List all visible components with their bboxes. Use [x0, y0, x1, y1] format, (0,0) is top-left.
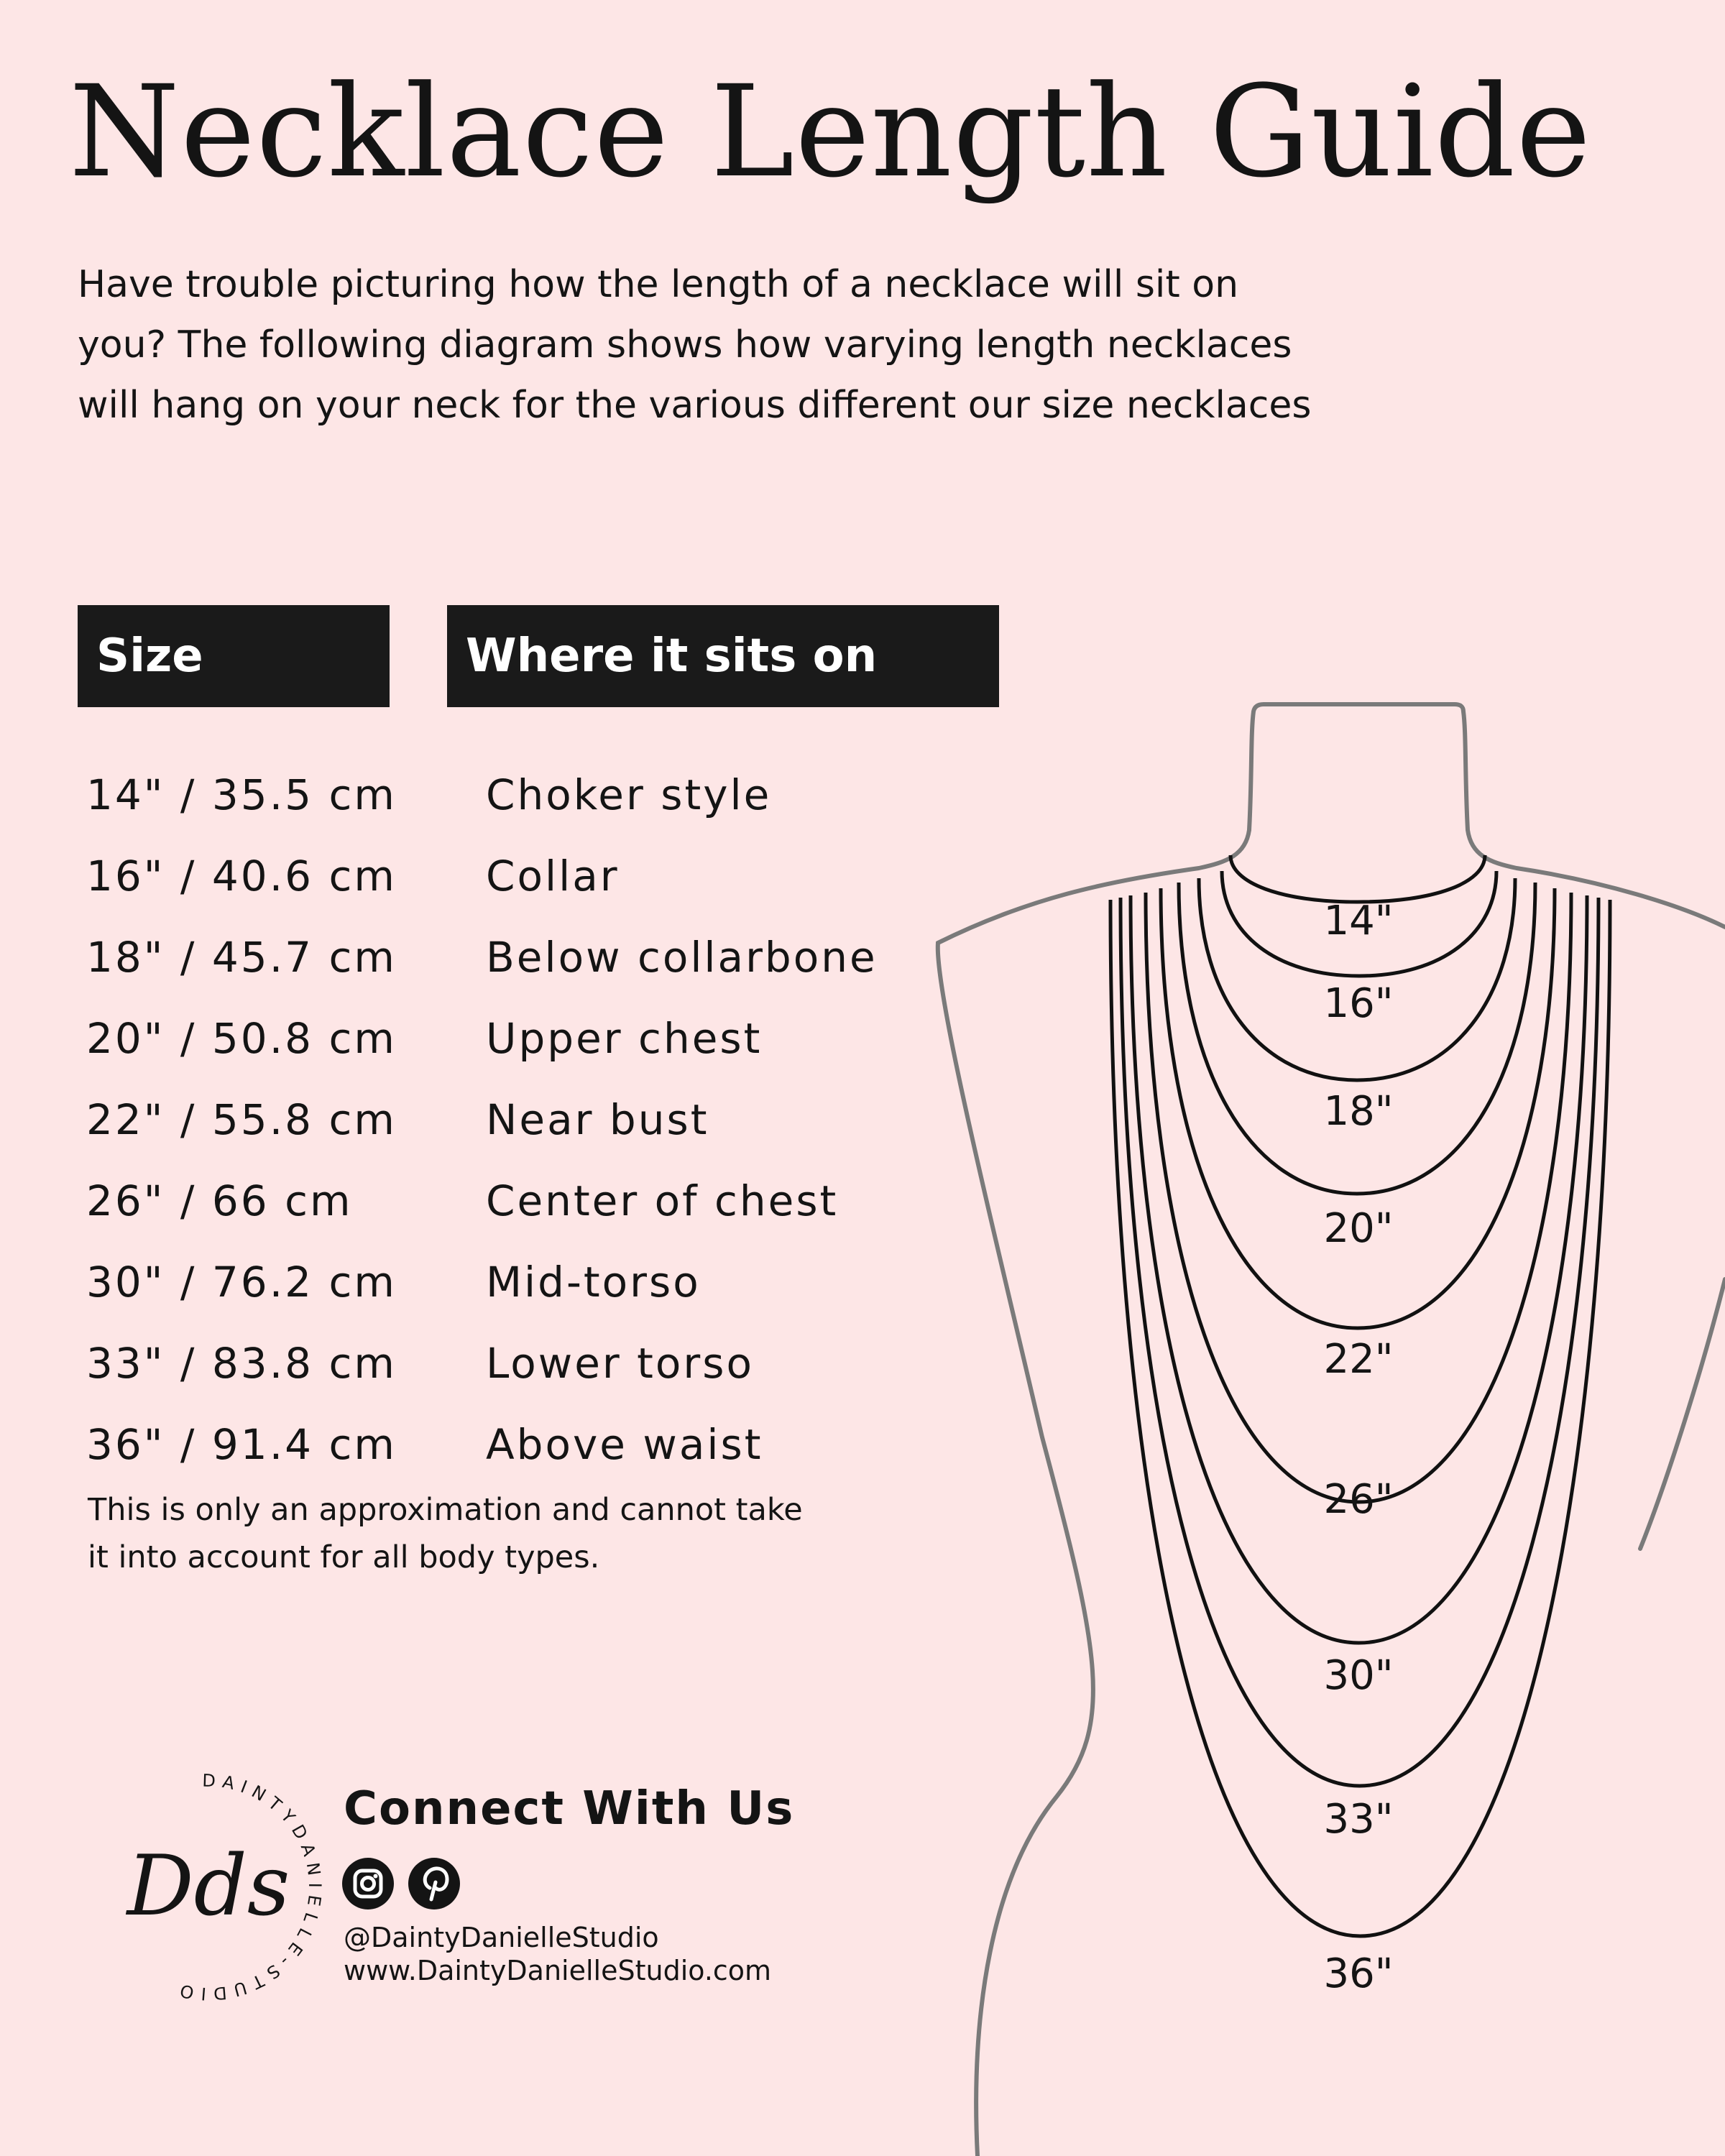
strand-length-label: 20" — [1323, 1205, 1394, 1252]
position-cell: Center of chest — [486, 1176, 839, 1225]
note-line: it into account for all body types. — [88, 1539, 600, 1575]
size-cell: 22" / 55.8 cm — [86, 1095, 397, 1144]
position-cell: Collar — [486, 851, 620, 900]
logo-ring-text: DAINTYDANIELLE-STUDIO — [172, 1770, 326, 2004]
necklace-strand — [1230, 855, 1485, 902]
size-cell: 30" / 76.2 cm — [86, 1257, 397, 1307]
position-cell: Above waist — [486, 1419, 763, 1469]
size-cell: 33" / 83.8 cm — [86, 1338, 397, 1388]
strand-length-label: 18" — [1323, 1088, 1394, 1135]
brand-logo — [86, 1765, 331, 2009]
logo-monogram: Dds — [126, 1838, 290, 1935]
instagram-icon[interactable] — [342, 1858, 394, 1909]
position-cell: Below collarbone — [486, 932, 878, 982]
strand-length-label: 36" — [1323, 1950, 1394, 1997]
strand-length-label: 26" — [1323, 1476, 1394, 1523]
intro-line: will hang on your neck for the various different our size necklaces — [78, 384, 1312, 427]
necklace-size-labels — [1323, 898, 1393, 1997]
note-line: This is only an approximation and cannot take — [88, 1492, 803, 1528]
strand-length-label: 33" — [1323, 1796, 1394, 1843]
strand-length-label: 16" — [1323, 980, 1394, 1027]
position-cell: Upper chest — [486, 1013, 763, 1063]
strand-length-label: 30" — [1323, 1652, 1394, 1699]
website-link[interactable]: www.DaintyDanielleStudio.com — [344, 1955, 772, 1986]
where-column-header: Where it sits on — [447, 605, 999, 707]
size-cell: 20" / 50.8 cm — [86, 1013, 397, 1063]
intro-line: Have trouble picturing how the length of a necklace will sit on — [78, 263, 1239, 306]
pinterest-icon[interactable] — [408, 1858, 460, 1909]
position-cell: Near bust — [486, 1095, 709, 1144]
size-column-header: Size — [78, 605, 390, 707]
position-cell: Lower torso — [486, 1338, 754, 1388]
position-cell: Mid-torso — [486, 1257, 701, 1307]
size-cell: 18" / 45.7 cm — [86, 932, 397, 982]
position-cell: Choker style — [486, 770, 772, 819]
connect-heading: Connect With Us — [344, 1782, 795, 1835]
size-cell: 14" / 35.5 cm — [86, 770, 397, 819]
necklace-strand — [1110, 900, 1610, 1936]
page-title: Necklace Length Guide — [69, 58, 1592, 206]
strand-length-label: 14" — [1323, 898, 1394, 944]
size-cell: 16" / 40.6 cm — [86, 851, 397, 900]
size-cell: 26" / 66 cm — [86, 1176, 353, 1225]
strand-length-label: 22" — [1323, 1336, 1394, 1383]
intro-line: you? The following diagram shows how varying length necklaces — [78, 323, 1292, 367]
size-cell: 36" / 91.4 cm — [86, 1419, 397, 1469]
social-handle[interactable]: @DaintyDanielleStudio — [344, 1922, 659, 1953]
